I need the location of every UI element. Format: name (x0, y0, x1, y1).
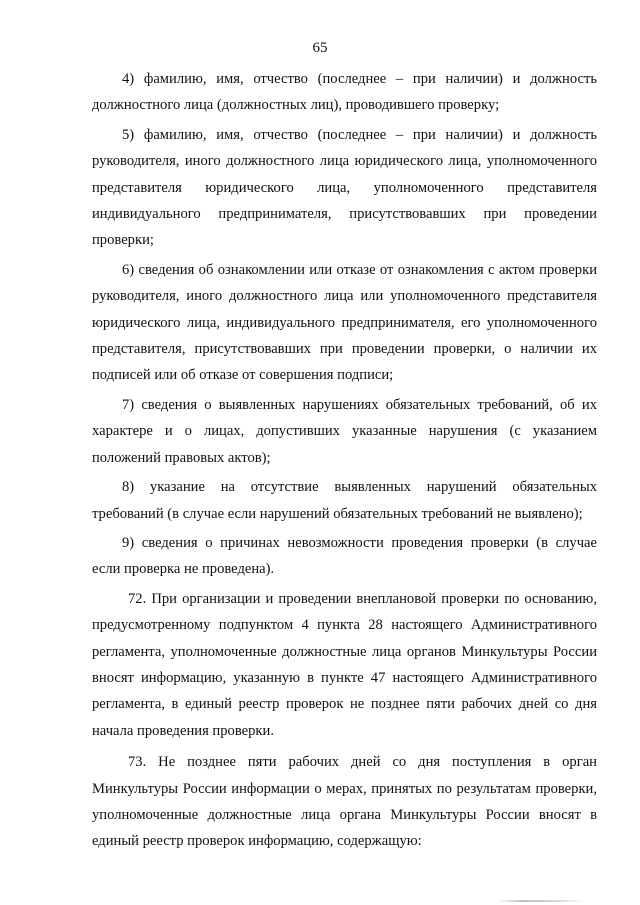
paragraph-item-9: 9) сведения о причинах невозможности проведения проверки (в случае если проверка не проведена). (92, 534, 597, 578)
paragraph-item-7: 7) сведения о выявленных нарушениях обязательных требований, об их характере и о лицах, допустивших указанные нарушения (с указанием положений правовых актов); (92, 396, 597, 466)
scan-artifact (496, 900, 586, 902)
page-number: 65 (312, 40, 328, 56)
paragraph-item-6: 6) сведения об ознакомлении или отказе от ознакомления с актом проверки руководителя, иного должностного лица или уполномоченного представителя юридического лица, индивидуального предпринимателя, его уполномоченного представителя, присутствовавших при проведении проверки, о наличии их подписей или об отказе от совершения подписи; (92, 261, 597, 384)
paragraph-item-4: 4) фамилию, имя, отчество (последнее – при наличии) и должность должностного лица (должностных лиц), проводившего проверку; (92, 71, 597, 114)
document-body (92, 66, 597, 857)
paragraph-clause-73: 73. Не позднее пяти рабочих дней со дня поступления в орган Минкультуры России информации о мерах, принятых по результатам проверки, уполномоченные должностные лица органа Минкультуры России вносят в единый реестр проверок информацию, содержащую: (92, 754, 597, 850)
paragraph-item-5: 5) фамилию, имя, отчество (последнее – при наличии) и должность руководителя, иного должностного лица юридического лица, уполномоченного представителя юридического лица, уполномоченного представителя индивидуального предпринимателя, присутствовавших при проведении проверки; (92, 126, 597, 249)
paragraph-clause-72: 72. При организации и проведении внеплановой проверки по основанию, предусмотренному подпунктом 4 пункта 28 настоящего Административного регламента, уполномоченные должностные лица органов Минкультуры России вносят информацию, указанную в пункте 47 настоящего Административного регламента, в единый реестр проверок не позднее пяти рабочих дней со дня начала проведения проверки. (92, 590, 597, 739)
paragraph-item-8: 8) указание на отсутствие выявленных нарушений обязательных требований (в случае если нарушений обязательных требований не выявлено); (92, 479, 597, 522)
